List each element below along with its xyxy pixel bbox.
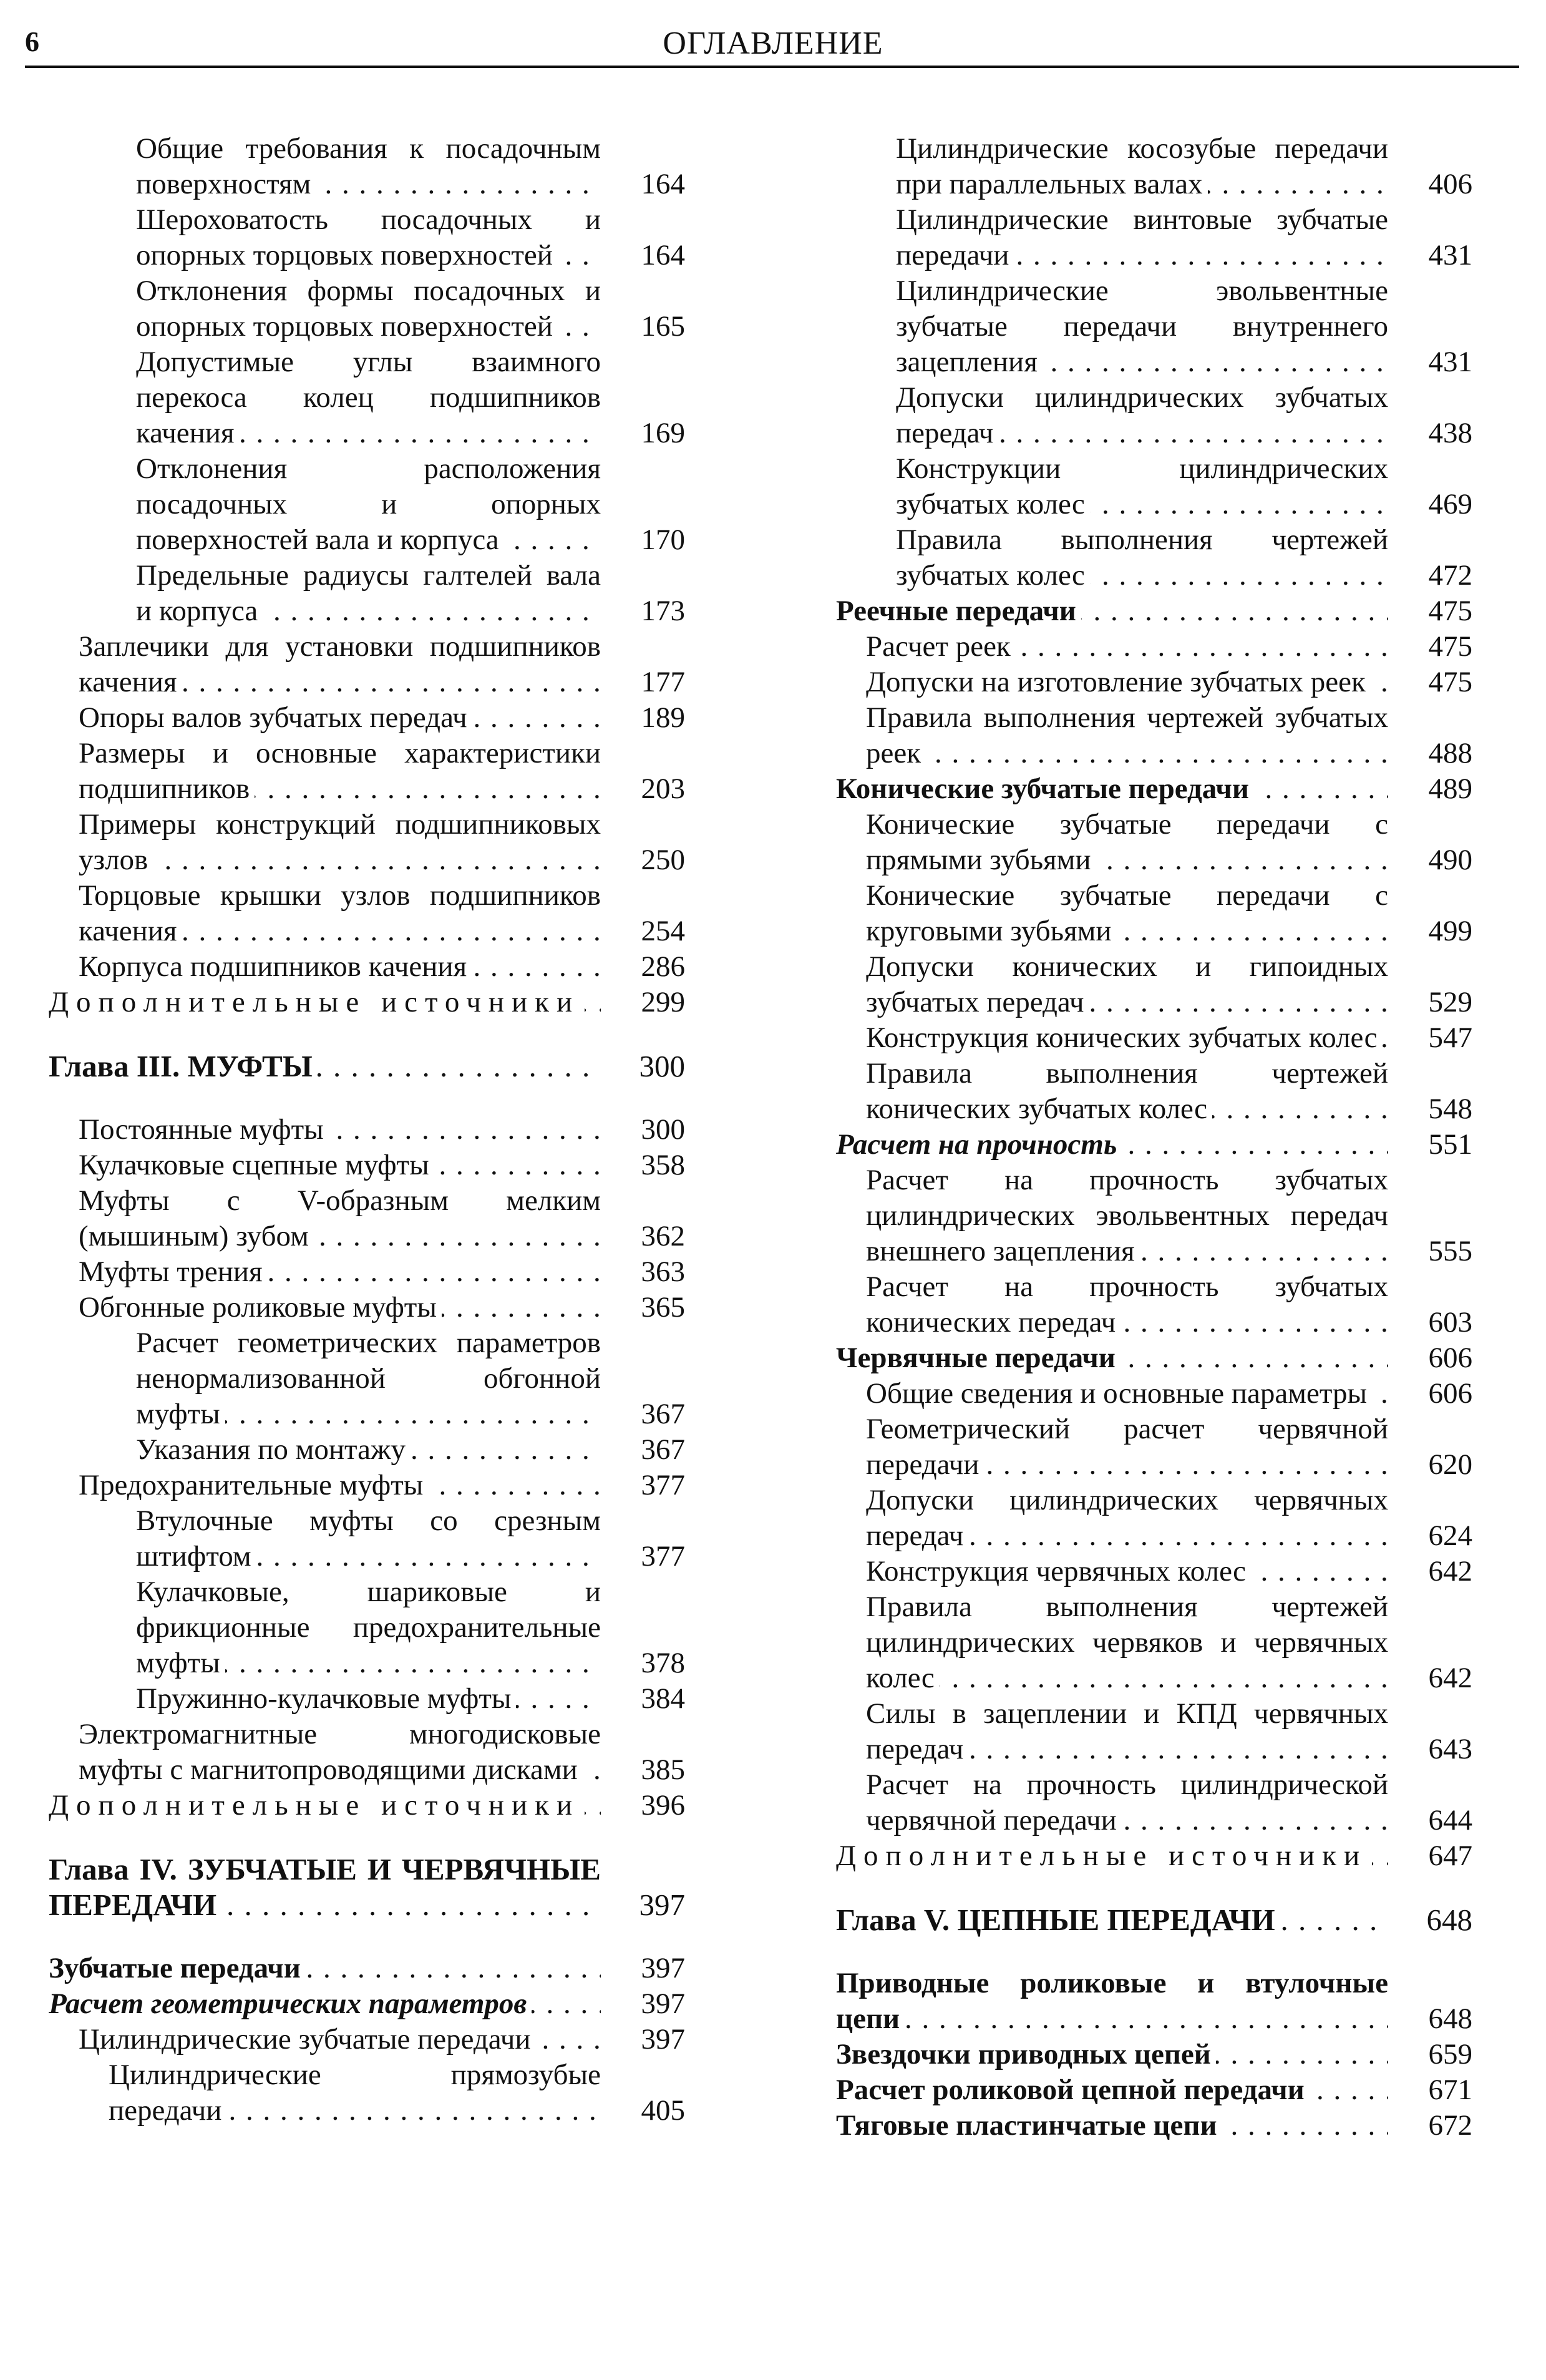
toc-entry-page: 475 [1428, 630, 1472, 663]
toc-entry-page: 203 [641, 773, 685, 805]
toc-entry-page: 472 [1428, 559, 1472, 592]
toc-entry-page: 642 [1428, 1555, 1472, 1587]
toc-entry-title: Расчет реек [866, 630, 1016, 663]
toc-entry-page: 300 [639, 1049, 685, 1083]
toc-entry-title: Червячные передачи [836, 1342, 1121, 1374]
toc-entry-page: 164 [641, 168, 685, 200]
toc-entry-title: Отклонения расположения посадочных и опорных поверхностей вала и корпуса [136, 452, 601, 556]
toc-entry-title: Дополнительные источники [49, 986, 585, 1018]
section-gap [49, 1020, 685, 1048]
toc-entry-title: Предельные радиусы галтелей вала и корпуса [136, 559, 601, 627]
toc-entry[interactable] [836, 1056, 1472, 1127]
toc-entry-page: 406 [1428, 168, 1472, 200]
toc-entry-title: Допустимые углы взаимного перекоса колец подшипников качения [136, 346, 601, 449]
toc-entry-page: 299 [641, 986, 685, 1018]
toc-entry-page: 365 [641, 1291, 685, 1324]
toc-entry[interactable] [49, 807, 685, 878]
toc-entry[interactable] [49, 1148, 685, 1183]
toc-entry-page: 362 [641, 1220, 685, 1252]
toc-entry-title: Расчет на прочность цилиндрической червячной передачи [866, 1768, 1388, 1836]
toc-entry-title: Общие требования к посадочным поверхностям [136, 132, 601, 200]
page-number: 6 [25, 26, 39, 57]
toc-entry-page: 397 [639, 1888, 685, 1922]
toc-entry[interactable] [836, 131, 1472, 202]
toc-entry-page: 397 [641, 1952, 685, 1984]
toc-entry-page: 367 [641, 1433, 685, 1466]
toc-entry-title: Звездочки приводных цепей [836, 2038, 1216, 2070]
toc-entry[interactable] [836, 1483, 1472, 1554]
toc-entry-page: 189 [641, 701, 685, 734]
running-title: ОГЛАВЛЕНИЕ [663, 26, 883, 61]
toc-entry[interactable] [836, 665, 1472, 700]
toc-entry[interactable] [49, 131, 685, 202]
toc-entry-title: Правила выполнения чертежей зубчатых реек [866, 701, 1388, 769]
toc-entry-title: Расчет на прочность [836, 1128, 1122, 1161]
toc-entry-page: 642 [1428, 1662, 1472, 1694]
toc-entry[interactable] [49, 1788, 685, 1823]
toc-entry-page: 250 [641, 844, 685, 876]
toc-entry[interactable] [836, 807, 1472, 878]
toc-entry-page: 170 [641, 524, 685, 556]
toc-entry[interactable] [836, 2072, 1472, 2108]
toc-entry[interactable] [836, 1020, 1472, 1056]
toc-entry[interactable] [49, 736, 685, 807]
toc-entry-title: Конические зубчатые передачи [836, 773, 1254, 805]
toc-entry-title: Электромагнитные многодисковые муфты с магнитопроводящими дисками [79, 1718, 601, 1786]
toc-entry-page: 490 [1428, 844, 1472, 876]
toc-entry-title: Конструкция червячных колес [866, 1555, 1251, 1587]
toc-entry-page: 469 [1428, 488, 1472, 520]
toc-entry-page: 431 [1428, 346, 1472, 378]
toc-entry-page: 286 [641, 950, 685, 983]
toc-entry-title: Шероховатость посадочных и опорных торцовых поверхностей [136, 203, 601, 271]
toc-entry[interactable] [49, 629, 685, 700]
toc-entry[interactable] [836, 1376, 1472, 1412]
toc-entry[interactable] [836, 1127, 1472, 1163]
toc-entry-title: Конические зубчатые передачи с прямыми зубьями [866, 808, 1388, 876]
toc-entry-page: 620 [1428, 1448, 1472, 1481]
toc-entry-title: Торцовые крышки узлов подшипников качения [79, 879, 601, 947]
toc-entry-page: 165 [641, 310, 685, 343]
toc-entry[interactable] [49, 1574, 685, 1681]
toc-entry-title: Зубчатые передачи [49, 1952, 306, 1984]
toc-entry-page: 363 [641, 1256, 685, 1288]
toc-entry[interactable] [49, 1290, 685, 1325]
toc-entry[interactable] [836, 1767, 1472, 1838]
toc-entry-page: 489 [1428, 773, 1472, 805]
toc-entry-title: Конические зубчатые передачи с круговыми зубьями [866, 879, 1388, 947]
toc-entry[interactable] [49, 1717, 685, 1788]
toc-entry[interactable] [836, 1966, 1472, 2037]
toc-entry[interactable] [836, 878, 1472, 949]
toc-entry[interactable] [49, 1681, 685, 1717]
toc-entry-title: Расчет геометрических параметров [49, 1987, 532, 2020]
toc-entry-page: 358 [641, 1149, 685, 1181]
toc-entry-title: Пружинно-кулачковые муфты [136, 1682, 516, 1715]
toc-entry[interactable] [836, 1902, 1472, 1938]
toc-entry-page: 644 [1428, 1804, 1472, 1836]
toc-entry-title: Реечные передачи [836, 595, 1081, 627]
section-gap [49, 1923, 685, 1951]
toc-entry-title: Втулочные муфты со срезным штифтом [136, 1505, 601, 1573]
toc-entry[interactable] [836, 949, 1472, 1020]
toc-entry-title: Силы в зацеплении и КПД червячных передач [866, 1697, 1388, 1765]
toc-entry-page: 648 [1426, 1903, 1472, 1937]
toc-entry-title: Размеры и основные характеристики подшипников [79, 737, 601, 805]
toc-entry-page: 438 [1428, 417, 1472, 449]
toc-entry-page: 384 [641, 1682, 685, 1715]
toc-entry[interactable] [49, 1468, 685, 1503]
toc-entry-page: 377 [641, 1469, 685, 1501]
toc-entry-page: 475 [1428, 595, 1472, 627]
toc-entry-title: Опоры валов зубчатых передач [79, 701, 472, 734]
toc-entry-page: 397 [641, 1987, 685, 2020]
toc-entry[interactable] [836, 1696, 1472, 1767]
toc-entry[interactable] [49, 1048, 685, 1084]
header-rule [25, 66, 1519, 68]
toc-entry[interactable] [49, 2022, 685, 2057]
toc-entry-title: Дополнительные источники [836, 1840, 1372, 1872]
toc-entry[interactable] [49, 878, 685, 949]
toc-entry-title: Приводные роликовые и втулочные цепи [836, 1967, 1388, 2035]
section-gap [49, 1084, 685, 1112]
section-gap [836, 1874, 1472, 1902]
toc-entry-title: Расчет геометрических параметров ненормализованной обгонной муфты [136, 1327, 601, 1430]
toc-entry[interactable] [49, 451, 685, 558]
toc-entry-page: 367 [641, 1398, 685, 1430]
toc-entry[interactable] [836, 273, 1472, 380]
toc-entry-title: Цилиндрические эвольвентные зубчатые передачи внутреннего зацепления [896, 275, 1388, 378]
toc-entry-page: 173 [641, 595, 685, 627]
toc-entry-page: 475 [1428, 666, 1472, 698]
toc-entry-title: Кулачковые сцепные муфты [79, 1149, 434, 1181]
toc-entry-title: Дополнительные источники [49, 1789, 585, 1822]
toc-entry-title: Глава III. МУФТЫ [49, 1049, 318, 1083]
toc-left-column [49, 131, 685, 2129]
toc-entry[interactable] [49, 700, 685, 736]
toc-entry-title: Отклонения формы посадочных и опорных торцовых поверхностей [136, 275, 601, 343]
toc-entry-title: Конструкция конических зубчатых колес [866, 1022, 1382, 1054]
toc-entry[interactable] [49, 558, 685, 629]
toc-entry-title: Допуски цилиндрических зубчатых передач [896, 381, 1388, 449]
toc-entry-title: Предохранительные муфты [79, 1469, 428, 1501]
toc-entry-page: 300 [641, 1113, 685, 1146]
toc-entry-title: Цилиндрические косозубые передачи при параллельных валах [896, 132, 1388, 200]
toc-entry-page: 177 [641, 666, 685, 698]
toc-entry-page: 377 [641, 1540, 685, 1573]
toc-entry[interactable] [836, 629, 1472, 665]
toc-entry-page: 659 [1428, 2038, 1472, 2070]
toc-entry-page: 606 [1428, 1377, 1472, 1410]
toc-entry-title: Обгонные роликовые муфты [79, 1291, 442, 1324]
toc-entry-title: Глава IV. ЗУБЧАТЫЕ И ЧЕРВЯЧНЫЕ ПЕРЕДАЧИ [49, 1852, 601, 1922]
toc-entry[interactable] [49, 1183, 685, 1254]
toc-entry-page: 254 [641, 915, 685, 947]
toc-entry[interactable] [49, 273, 685, 344]
toc-entry-page: 378 [641, 1647, 685, 1679]
toc-entry-title: Конструкции цилиндрических зубчатых колес [896, 452, 1388, 520]
toc-entry-title: Тяговые пластинчатые цепи [836, 2109, 1222, 2142]
toc-entry-page: 643 [1428, 1733, 1472, 1765]
toc-entry-page: 547 [1428, 1022, 1472, 1054]
toc-entry[interactable] [49, 985, 685, 1020]
toc-entry[interactable] [49, 1325, 685, 1432]
toc-entry[interactable] [49, 949, 685, 985]
toc-entry[interactable] [836, 202, 1472, 273]
toc-entry-title: Допуски цилиндрических червячных передач [866, 1484, 1388, 1552]
toc-right-column [836, 131, 1472, 2143]
toc-entry-title: Цилиндрические прямозубые передачи [109, 2059, 601, 2127]
toc-entry-title: Муфты с V-образным мелким (мышиным) зубом [79, 1184, 601, 1252]
toc-entry-page: 431 [1428, 239, 1472, 271]
toc-entry-title: Примеры конструкций подшипниковых узлов [79, 808, 601, 876]
toc-entry-page: 385 [641, 1753, 685, 1786]
toc-entry-page: 396 [641, 1789, 685, 1822]
toc-entry-title: Заплечики для установки подшипников качения [79, 630, 601, 698]
toc-entry-page: 606 [1428, 1342, 1472, 1374]
toc-entry-title: Правила выполнения чертежей зубчатых колес [896, 524, 1388, 592]
toc-entry[interactable] [836, 2108, 1472, 2143]
toc-entry-page: 548 [1428, 1093, 1472, 1125]
toc-entry-title: Указания по монтажу [136, 1433, 411, 1466]
toc-entry[interactable] [836, 451, 1472, 522]
toc-entry-title: Корпуса подшипников качения [79, 950, 472, 983]
toc-entry-title: Цилиндрические винтовые зубчатые передачи [896, 203, 1388, 271]
toc-entry[interactable] [49, 1986, 685, 2022]
toc-entry[interactable] [49, 1254, 685, 1290]
toc-entry-page: 488 [1428, 737, 1472, 769]
toc-entry-page: 551 [1428, 1128, 1472, 1161]
toc-entry-title: Муфты трения [79, 1256, 268, 1288]
toc-entry[interactable] [836, 380, 1472, 451]
toc-entry-page: 671 [1428, 2074, 1472, 2106]
toc-entry-title: Допуски конических и гипоидных зубчатых передач [866, 950, 1388, 1018]
toc-entry-title: Допуски на изготовление зубчатых реек [866, 666, 1371, 698]
toc-entry[interactable] [49, 1112, 685, 1148]
toc-entry-title: Постоянные муфты [79, 1113, 329, 1146]
toc-entry-title: Расчет роликовой цепной передачи [836, 2074, 1310, 2106]
toc-entry-page: 397 [641, 2023, 685, 2056]
toc-entry[interactable] [836, 700, 1472, 771]
toc-entry[interactable] [836, 1163, 1472, 1269]
toc-entry-page: 648 [1428, 2002, 1472, 2035]
toc-entry-page: 164 [641, 239, 685, 271]
toc-entry-page: 647 [1428, 1840, 1472, 1872]
section-gap [836, 1938, 1472, 1966]
toc-entry-title: Цилиндрические зубчатые передачи [79, 2023, 536, 2056]
toc-entry-page: 555 [1428, 1235, 1472, 1267]
toc-entry-page: 169 [641, 417, 685, 449]
section-gap [49, 1823, 685, 1851]
toc-entry[interactable] [49, 202, 685, 273]
toc-entry-title: Правила выполнения чертежей конических зубчатых колес [866, 1057, 1388, 1125]
toc-entry[interactable] [836, 1412, 1472, 1483]
toc-entry[interactable] [836, 1340, 1472, 1376]
toc-entry[interactable] [836, 1589, 1472, 1696]
toc-entry-title: Общие сведения и основные параметры [866, 1377, 1372, 1410]
toc-entry-page: 529 [1428, 986, 1472, 1018]
toc-entry[interactable] [49, 1951, 685, 1986]
toc-entry-page: 672 [1428, 2109, 1472, 2142]
toc-entry-title: Глава V. ЦЕПНЫЕ ПЕРЕДАЧИ [836, 1903, 1280, 1937]
toc-entry-title: Правила выполнения чертежей цилиндрических червяков и червячных колес [866, 1591, 1388, 1694]
toc-entry-title: Геометрический расчет червячной передачи [866, 1413, 1388, 1481]
toc-entry[interactable] [49, 1851, 685, 1923]
toc-entry[interactable] [836, 771, 1472, 807]
toc-entry-title: Расчет на прочность зубчатых цилиндрических эвольвентных передач внешнего зацепления [866, 1164, 1388, 1267]
toc-entry[interactable] [836, 1554, 1472, 1589]
toc-entry-page: 603 [1428, 1306, 1472, 1339]
toc-entry[interactable] [836, 1838, 1472, 1874]
toc-entry[interactable] [49, 1432, 685, 1468]
toc-entry-page: 405 [641, 2094, 685, 2127]
toc-entry[interactable] [49, 1503, 685, 1574]
page-header [0, 0, 1546, 69]
toc-entry-title: Расчет на прочность зубчатых конических передач [866, 1270, 1388, 1339]
toc-entry-title: Кулачковые, шариковые и фрикционные предохранительные муфты [136, 1576, 601, 1679]
toc-entry-page: 499 [1428, 915, 1472, 947]
toc-entry[interactable] [836, 1269, 1472, 1340]
toc-entry[interactable] [836, 522, 1472, 593]
toc-entry[interactable] [49, 2057, 685, 2129]
toc-entry-page: 624 [1428, 1519, 1472, 1552]
toc-entry[interactable] [49, 344, 685, 451]
toc-entry[interactable] [836, 593, 1472, 629]
toc-entry[interactable] [836, 2037, 1472, 2072]
